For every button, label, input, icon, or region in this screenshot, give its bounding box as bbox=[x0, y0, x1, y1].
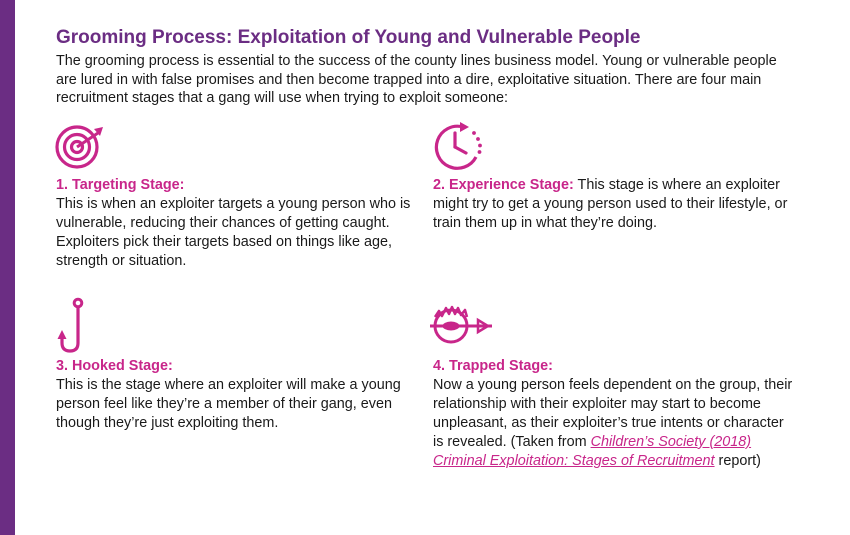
stage-targeting bbox=[56, 176, 426, 271]
stage-experience bbox=[433, 176, 813, 233]
intro-paragraph: The grooming process is essential to the success of the county lines business model. Young or vulnerable people are lured in with false promises and then become trapped into a dire, exploitative situation. There are four main recruitment stages that a gang will use when trying to exploit someone: bbox=[56, 53, 777, 106]
stage-body: This is the stage where an exploiter will make a young person feel like they’re a member of their gang, even though they’re just exploiting them. bbox=[56, 377, 401, 431]
stage-title: 2. Experience Stage: bbox=[433, 177, 574, 193]
side-accent-bar bbox=[0, 0, 15, 535]
page-title: Grooming Process: Exploitation of Young and Vulnerable People bbox=[56, 27, 641, 48]
stage-body-end: report) bbox=[714, 453, 761, 469]
stage-body: Now a young person feels dependent on the group, their relationship with their exploiter may start to become unpleasant, as their exploiter’s true intents or character is revealed. (Taken from bbox=[433, 377, 793, 450]
stage-title: 3. Hooked Stage: bbox=[56, 358, 173, 374]
clock-icon bbox=[431, 122, 487, 172]
stage-body: This is when an exploiter targets a young person who is vulnerable, reducing their chances of getting caught. Exploiters pick their targets based on things like age, strength or situation. bbox=[56, 196, 411, 269]
stage-body: This stage is where an exploiter might try to get a young person used to their lifestyle, or train them up in what they’re doing. bbox=[433, 177, 788, 231]
stage-trapped bbox=[433, 357, 798, 471]
stage-hooked bbox=[56, 357, 421, 433]
trap-icon bbox=[430, 303, 494, 349]
fish-hook-icon bbox=[56, 297, 90, 355]
source-link[interactable]: Children’s Society (2018) Criminal Exploitation: Stages of Recruitment bbox=[433, 434, 752, 469]
stage-title: 1. Targeting Stage: bbox=[56, 177, 185, 193]
stage-title: 4. Trapped Stage: bbox=[433, 358, 553, 374]
target-icon bbox=[54, 124, 106, 170]
